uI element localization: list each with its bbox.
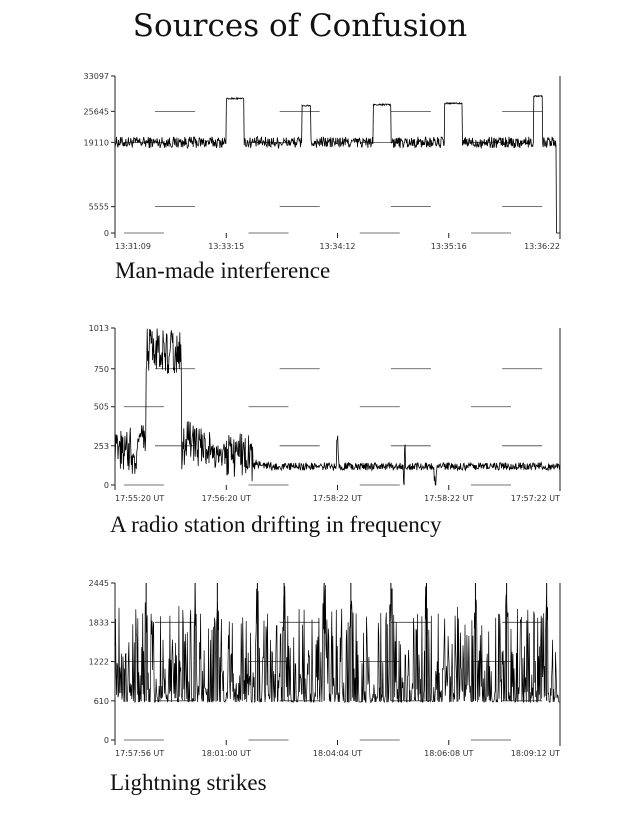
y-tick-label: 2445 bbox=[88, 579, 109, 588]
x-tick-label: 17:56:20 UT bbox=[201, 494, 251, 503]
y-tick-label: 33097 bbox=[83, 72, 109, 81]
x-tick-label: 18:01:00 UT bbox=[201, 749, 251, 758]
x-tick-label: 18:04:04 UT bbox=[312, 749, 363, 758]
page-title: Sources of Confusion bbox=[132, 8, 468, 44]
x-tick-label: 13:33:15 bbox=[208, 242, 245, 251]
caption-chart-2: A radio station drifting in frequency bbox=[110, 512, 442, 537]
y-tick-label: 0 bbox=[103, 481, 109, 490]
x-tick-label: 17:58:22 UT bbox=[424, 494, 474, 503]
chart-lightning-strikes bbox=[60, 575, 590, 767]
y-tick-label: 25645 bbox=[83, 107, 109, 117]
x-tick-label: 13:36:22 bbox=[524, 242, 560, 251]
x-tick-label: 17:57:22 UT bbox=[510, 494, 560, 503]
y-tick-label: 5555 bbox=[88, 202, 109, 212]
x-tick-label: 17:58:22 UT bbox=[312, 494, 363, 503]
y-tick-label: 1222 bbox=[88, 657, 109, 667]
y-tick-label: 253 bbox=[93, 441, 109, 451]
x-tick-label: 17:57:56 UT bbox=[115, 749, 165, 758]
x-tick-label: 13:31:09 bbox=[115, 242, 151, 251]
caption-chart-1: Man-made interference bbox=[115, 258, 331, 283]
y-tick-label: 750 bbox=[93, 364, 109, 374]
series-line bbox=[115, 96, 560, 234]
caption-chart-3: Lightning strikes bbox=[110, 770, 267, 795]
series-line bbox=[115, 585, 560, 702]
y-tick-label: 0 bbox=[103, 229, 109, 238]
y-tick-label: 1013 bbox=[88, 324, 109, 333]
chart-radio-drift bbox=[60, 320, 590, 510]
x-tick-label: 17:55:20 UT bbox=[115, 494, 165, 503]
x-tick-label: 13:35:16 bbox=[430, 242, 467, 251]
y-tick-label: 0 bbox=[103, 736, 109, 745]
y-tick-label: 505 bbox=[93, 402, 109, 412]
x-tick-label: 13:34:12 bbox=[319, 242, 356, 251]
y-tick-label: 19110 bbox=[83, 138, 109, 148]
y-tick-label: 610 bbox=[93, 696, 109, 706]
x-tick-label: 18:09:12 UT bbox=[510, 749, 560, 758]
y-tick-label: 1833 bbox=[88, 618, 109, 628]
chart-man-made-interference bbox=[60, 68, 590, 258]
x-tick-label: 18:06:08 UT bbox=[424, 749, 474, 758]
